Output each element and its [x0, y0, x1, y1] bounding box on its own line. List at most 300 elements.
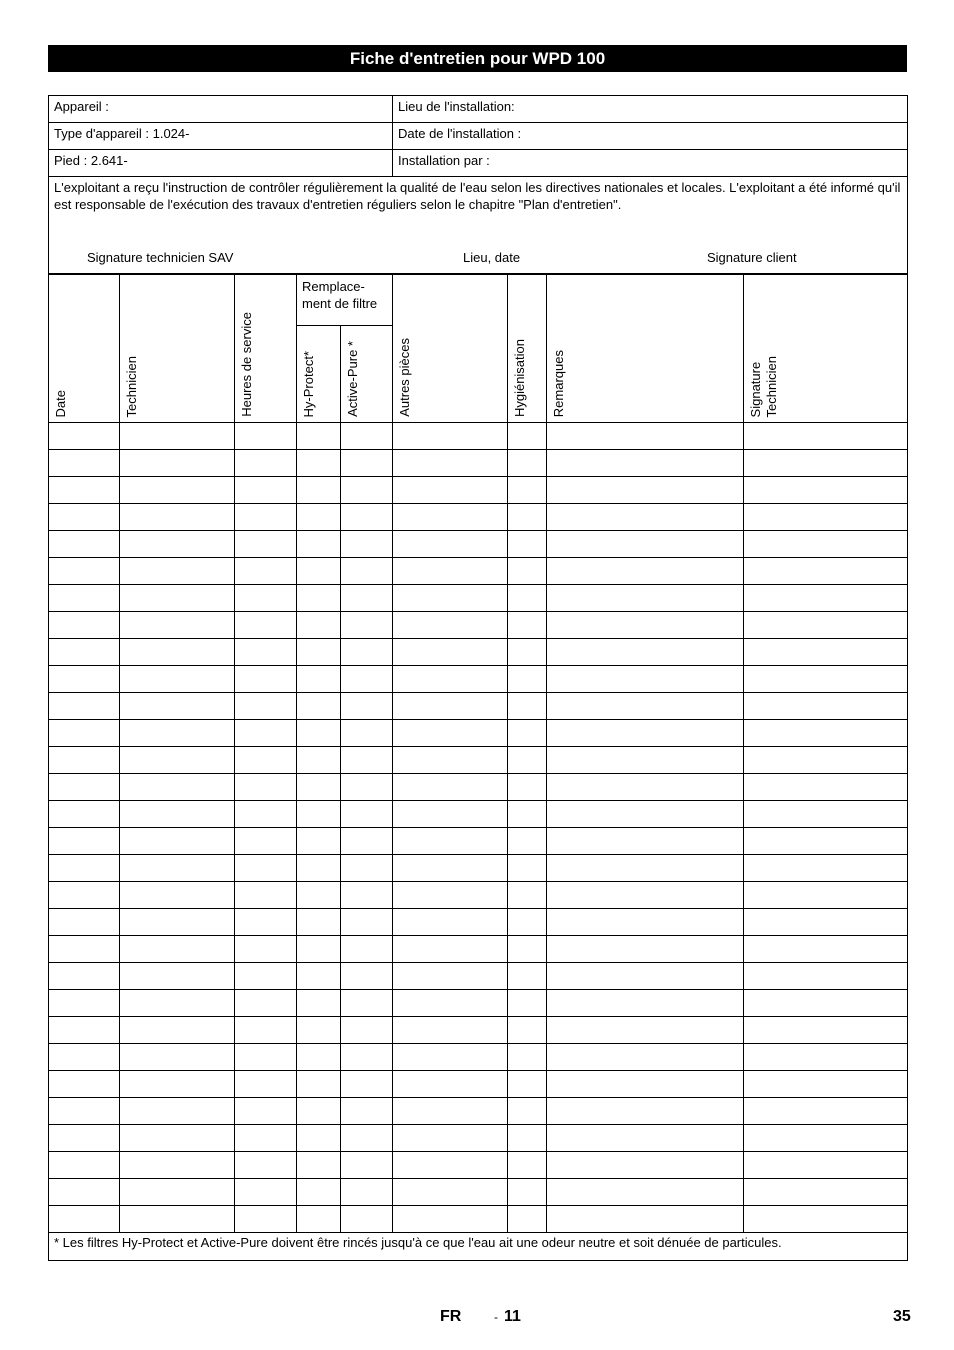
- log-cell[interactable]: [297, 423, 341, 450]
- log-cell[interactable]: [547, 585, 744, 612]
- log-row: [49, 1044, 908, 1071]
- log-cell[interactable]: [120, 747, 235, 774]
- log-cell[interactable]: [341, 1206, 393, 1233]
- log-cell[interactable]: [393, 477, 508, 504]
- log-cell[interactable]: [235, 882, 297, 909]
- log-cell[interactable]: [49, 477, 120, 504]
- log-cell[interactable]: [744, 882, 908, 909]
- log-cell[interactable]: [393, 639, 508, 666]
- log-cell[interactable]: [49, 504, 120, 531]
- log-cell[interactable]: [49, 1125, 120, 1152]
- log-cell[interactable]: [120, 693, 235, 720]
- log-cell[interactable]: [744, 1044, 908, 1071]
- maintenance-log-table: [48, 274, 908, 1261]
- log-cell[interactable]: [49, 1017, 120, 1044]
- log-cell[interactable]: [297, 612, 341, 639]
- log-cell[interactable]: [235, 1071, 297, 1098]
- log-cell[interactable]: [547, 423, 744, 450]
- log-cell[interactable]: [297, 666, 341, 693]
- log-row: [49, 612, 908, 639]
- log-row: [49, 963, 908, 990]
- log-cell[interactable]: [120, 801, 235, 828]
- log-cell[interactable]: [120, 666, 235, 693]
- log-cell[interactable]: [120, 990, 235, 1017]
- log-row: [49, 531, 908, 558]
- log-cell[interactable]: [744, 531, 908, 558]
- log-cell[interactable]: [393, 963, 508, 990]
- log-cell[interactable]: [744, 504, 908, 531]
- log-cell[interactable]: [547, 990, 744, 1017]
- log-cell[interactable]: [547, 639, 744, 666]
- log-cell[interactable]: [744, 1179, 908, 1206]
- log-cell[interactable]: [341, 504, 393, 531]
- log-cell[interactable]: [235, 1179, 297, 1206]
- log-cell[interactable]: [341, 693, 393, 720]
- log-cell[interactable]: [235, 828, 297, 855]
- log-cell[interactable]: [235, 1125, 297, 1152]
- log-cell[interactable]: [393, 720, 508, 747]
- log-cell[interactable]: [508, 1017, 547, 1044]
- log-cell[interactable]: [120, 1125, 235, 1152]
- log-cell[interactable]: [297, 558, 341, 585]
- log-cell[interactable]: [744, 1206, 908, 1233]
- log-cell[interactable]: [547, 450, 744, 477]
- log-cell[interactable]: [393, 558, 508, 585]
- log-cell[interactable]: [297, 720, 341, 747]
- log-cell[interactable]: [547, 1044, 744, 1071]
- log-row: [49, 477, 908, 504]
- log-cell[interactable]: [297, 639, 341, 666]
- log-cell[interactable]: [393, 450, 508, 477]
- log-cell[interactable]: [49, 963, 120, 990]
- log-cell[interactable]: [341, 990, 393, 1017]
- log-row: [49, 1206, 908, 1233]
- log-cell[interactable]: [297, 1125, 341, 1152]
- log-cell[interactable]: [341, 936, 393, 963]
- log-cell[interactable]: [508, 828, 547, 855]
- log-cell[interactable]: [393, 1125, 508, 1152]
- log-cell[interactable]: [49, 558, 120, 585]
- log-cell[interactable]: [508, 558, 547, 585]
- log-cell[interactable]: [235, 693, 297, 720]
- log-cell[interactable]: [547, 504, 744, 531]
- log-row: [49, 423, 908, 450]
- log-cell[interactable]: [547, 477, 744, 504]
- log-cell[interactable]: [744, 1017, 908, 1044]
- log-cell[interactable]: [547, 828, 744, 855]
- log-cell[interactable]: [393, 1044, 508, 1071]
- log-cell[interactable]: [49, 774, 120, 801]
- log-cell[interactable]: [341, 747, 393, 774]
- log-cell[interactable]: [341, 1125, 393, 1152]
- log-cell[interactable]: [393, 801, 508, 828]
- log-cell[interactable]: [49, 828, 120, 855]
- log-cell[interactable]: [508, 963, 547, 990]
- log-cell[interactable]: [297, 585, 341, 612]
- log-cell[interactable]: [744, 909, 908, 936]
- log-cell[interactable]: [235, 504, 297, 531]
- log-cell[interactable]: [235, 1206, 297, 1233]
- log-cell[interactable]: [744, 1125, 908, 1152]
- log-cell[interactable]: [49, 639, 120, 666]
- log-cell[interactable]: [393, 774, 508, 801]
- log-cell[interactable]: [49, 666, 120, 693]
- log-row: [49, 855, 908, 882]
- log-cell[interactable]: [393, 1206, 508, 1233]
- log-cell[interactable]: [297, 963, 341, 990]
- log-cell[interactable]: [120, 1071, 235, 1098]
- log-cell[interactable]: [235, 855, 297, 882]
- log-cell[interactable]: [297, 1179, 341, 1206]
- log-row: [49, 1017, 908, 1044]
- page-number: 35: [893, 1308, 911, 1325]
- log-cell[interactable]: [744, 450, 908, 477]
- log-cell[interactable]: [120, 639, 235, 666]
- log-cell[interactable]: [508, 882, 547, 909]
- log-cell[interactable]: [49, 585, 120, 612]
- log-cell[interactable]: [393, 531, 508, 558]
- log-cell[interactable]: [341, 1017, 393, 1044]
- log-cell[interactable]: [120, 774, 235, 801]
- log-cell[interactable]: [744, 801, 908, 828]
- log-cell[interactable]: [120, 1206, 235, 1233]
- log-cell[interactable]: [508, 774, 547, 801]
- log-cell[interactable]: [297, 801, 341, 828]
- log-cell[interactable]: [235, 936, 297, 963]
- log-row: [49, 693, 908, 720]
- log-cell[interactable]: [547, 693, 744, 720]
- log-row: [49, 720, 908, 747]
- log-cell[interactable]: [547, 612, 744, 639]
- log-cell[interactable]: [547, 558, 744, 585]
- log-cell[interactable]: [508, 531, 547, 558]
- log-cell[interactable]: [235, 1098, 297, 1125]
- log-cell[interactable]: [49, 882, 120, 909]
- log-cell[interactable]: [297, 531, 341, 558]
- log-cell[interactable]: [393, 747, 508, 774]
- log-cell[interactable]: [547, 1071, 744, 1098]
- log-row: [49, 747, 908, 774]
- log-cell[interactable]: [508, 936, 547, 963]
- log-cell[interactable]: [393, 585, 508, 612]
- log-cell[interactable]: [393, 1071, 508, 1098]
- log-cell[interactable]: [547, 531, 744, 558]
- log-cell[interactable]: [508, 1152, 547, 1179]
- log-cell[interactable]: [744, 990, 908, 1017]
- log-cell[interactable]: [547, 720, 744, 747]
- log-cell[interactable]: [120, 963, 235, 990]
- log-cell[interactable]: [393, 1017, 508, 1044]
- log-cell[interactable]: [341, 423, 393, 450]
- log-cell[interactable]: [744, 1152, 908, 1179]
- log-cell[interactable]: [393, 423, 508, 450]
- log-cell[interactable]: [341, 963, 393, 990]
- log-cell[interactable]: [49, 1152, 120, 1179]
- log-cell[interactable]: [341, 531, 393, 558]
- log-cell[interactable]: [341, 1098, 393, 1125]
- log-cell[interactable]: [547, 801, 744, 828]
- log-cell[interactable]: [508, 909, 547, 936]
- log-cell[interactable]: [120, 531, 235, 558]
- log-cell[interactable]: [49, 1071, 120, 1098]
- log-cell[interactable]: [297, 1044, 341, 1071]
- log-cell[interactable]: [235, 1017, 297, 1044]
- log-cell[interactable]: [744, 720, 908, 747]
- log-cell[interactable]: [120, 882, 235, 909]
- log-cell[interactable]: [393, 1098, 508, 1125]
- log-cell[interactable]: [341, 477, 393, 504]
- log-cell[interactable]: [49, 450, 120, 477]
- operator-statement-cell: [49, 177, 908, 274]
- log-cell[interactable]: [120, 909, 235, 936]
- log-cell[interactable]: [235, 423, 297, 450]
- log-row: [49, 1098, 908, 1125]
- log-cell[interactable]: [393, 936, 508, 963]
- log-cell[interactable]: [341, 720, 393, 747]
- log-cell[interactable]: [297, 990, 341, 1017]
- col-header-signature: Signature Technicien: [744, 275, 908, 423]
- log-cell[interactable]: [341, 801, 393, 828]
- log-cell[interactable]: [744, 828, 908, 855]
- log-cell[interactable]: [120, 1098, 235, 1125]
- log-cell[interactable]: [547, 1098, 744, 1125]
- log-cell[interactable]: [235, 639, 297, 666]
- log-cell[interactable]: [49, 855, 120, 882]
- log-cell[interactable]: [49, 1206, 120, 1233]
- log-cell[interactable]: [120, 1017, 235, 1044]
- log-cell[interactable]: [297, 1206, 341, 1233]
- log-cell[interactable]: [341, 1152, 393, 1179]
- log-cell[interactable]: [547, 1152, 744, 1179]
- log-cell[interactable]: [49, 612, 120, 639]
- log-cell[interactable]: [341, 1179, 393, 1206]
- log-cell[interactable]: [341, 639, 393, 666]
- log-cell[interactable]: [49, 1044, 120, 1071]
- log-cell[interactable]: [547, 1017, 744, 1044]
- log-cell[interactable]: [235, 450, 297, 477]
- log-cell[interactable]: [508, 639, 547, 666]
- log-cell[interactable]: [49, 936, 120, 963]
- log-cell[interactable]: [297, 855, 341, 882]
- log-cell[interactable]: [297, 450, 341, 477]
- log-cell[interactable]: [341, 585, 393, 612]
- log-cell[interactable]: [547, 1125, 744, 1152]
- log-cell[interactable]: [744, 423, 908, 450]
- log-cell[interactable]: [120, 1152, 235, 1179]
- log-cell[interactable]: [508, 801, 547, 828]
- log-cell[interactable]: [341, 558, 393, 585]
- log-cell[interactable]: [297, 936, 341, 963]
- log-cell[interactable]: [297, 1017, 341, 1044]
- log-cell[interactable]: [297, 828, 341, 855]
- log-cell[interactable]: [235, 963, 297, 990]
- log-cell[interactable]: [341, 828, 393, 855]
- log-cell[interactable]: [508, 477, 547, 504]
- log-cell[interactable]: [341, 1071, 393, 1098]
- log-cell[interactable]: [393, 828, 508, 855]
- log-cell[interactable]: [744, 963, 908, 990]
- log-cell[interactable]: [547, 1206, 744, 1233]
- log-cell[interactable]: [120, 1044, 235, 1071]
- log-cell[interactable]: [744, 477, 908, 504]
- log-cell[interactable]: [547, 855, 744, 882]
- log-cell[interactable]: [744, 585, 908, 612]
- log-cell[interactable]: [120, 612, 235, 639]
- log-cell[interactable]: [235, 612, 297, 639]
- log-cell[interactable]: [508, 450, 547, 477]
- log-cell[interactable]: [744, 774, 908, 801]
- log-cell[interactable]: [235, 720, 297, 747]
- log-cell[interactable]: [393, 612, 508, 639]
- col-header-remplacement: Remplace- ment de filtre: [297, 275, 393, 326]
- log-cell[interactable]: [49, 1179, 120, 1206]
- log-cell[interactable]: [120, 558, 235, 585]
- log-cell[interactable]: [49, 423, 120, 450]
- log-row: [49, 450, 908, 477]
- log-cell[interactable]: [547, 1179, 744, 1206]
- log-cell[interactable]: [508, 1071, 547, 1098]
- log-cell[interactable]: [547, 666, 744, 693]
- log-row: [49, 1071, 908, 1098]
- log-cell[interactable]: [744, 1098, 908, 1125]
- log-cell[interactable]: [120, 855, 235, 882]
- log-cell[interactable]: [508, 693, 547, 720]
- log-cell[interactable]: [297, 477, 341, 504]
- log-cell[interactable]: [235, 909, 297, 936]
- log-cell[interactable]: [547, 909, 744, 936]
- log-cell[interactable]: [744, 612, 908, 639]
- log-cell[interactable]: [508, 1125, 547, 1152]
- log-cell[interactable]: [120, 477, 235, 504]
- log-cell[interactable]: [393, 909, 508, 936]
- log-cell[interactable]: [508, 1206, 547, 1233]
- operator-statement-text: L'exploitant a reçu l'instruction de contrôler régulièrement la qualité de l'eau selon les directives nationales et locales. L'exploitant a été informé qu'il est responsable de l'exécution des travaux d'entretien réguliers selon le chapitre "Plan d'entretien".: [54, 180, 901, 212]
- log-cell[interactable]: [508, 720, 547, 747]
- log-cell[interactable]: [508, 585, 547, 612]
- log-row: [49, 1125, 908, 1152]
- log-cell[interactable]: [508, 666, 547, 693]
- log-cell[interactable]: [235, 774, 297, 801]
- log-cell[interactable]: [508, 1044, 547, 1071]
- log-cell[interactable]: [508, 990, 547, 1017]
- log-cell[interactable]: [341, 882, 393, 909]
- log-cell[interactable]: [297, 1098, 341, 1125]
- log-cell[interactable]: [235, 477, 297, 504]
- log-cell[interactable]: [744, 639, 908, 666]
- log-cell[interactable]: [341, 612, 393, 639]
- log-cell[interactable]: [49, 693, 120, 720]
- log-cell[interactable]: [297, 504, 341, 531]
- log-cell[interactable]: [393, 990, 508, 1017]
- log-cell[interactable]: [235, 531, 297, 558]
- log-row: [49, 639, 908, 666]
- log-cell[interactable]: [120, 720, 235, 747]
- log-cell[interactable]: [508, 1179, 547, 1206]
- log-cell[interactable]: [235, 990, 297, 1017]
- log-cell[interactable]: [508, 747, 547, 774]
- log-cell[interactable]: [235, 801, 297, 828]
- log-cell[interactable]: [235, 585, 297, 612]
- log-cell[interactable]: [297, 909, 341, 936]
- log-cell[interactable]: [120, 936, 235, 963]
- log-row: [49, 558, 908, 585]
- log-cell[interactable]: [547, 936, 744, 963]
- log-cell[interactable]: [297, 774, 341, 801]
- log-cell[interactable]: [393, 882, 508, 909]
- log-cell[interactable]: [393, 504, 508, 531]
- log-cell[interactable]: [297, 1071, 341, 1098]
- log-cell[interactable]: [393, 855, 508, 882]
- log-cell[interactable]: [341, 450, 393, 477]
- log-cell[interactable]: [235, 1044, 297, 1071]
- log-cell[interactable]: [341, 666, 393, 693]
- log-cell[interactable]: [508, 612, 547, 639]
- log-cell[interactable]: [235, 747, 297, 774]
- log-cell[interactable]: [508, 1098, 547, 1125]
- log-cell[interactable]: [547, 963, 744, 990]
- log-cell[interactable]: [547, 774, 744, 801]
- log-cell[interactable]: [744, 855, 908, 882]
- log-cell[interactable]: [120, 423, 235, 450]
- log-cell[interactable]: [120, 504, 235, 531]
- log-cell[interactable]: [547, 882, 744, 909]
- log-cell[interactable]: [235, 558, 297, 585]
- log-cell[interactable]: [49, 747, 120, 774]
- log-cell[interactable]: [744, 558, 908, 585]
- col-header-hygienisation: Hygiénisation: [508, 275, 547, 423]
- log-cell[interactable]: [744, 936, 908, 963]
- log-cell[interactable]: [49, 801, 120, 828]
- log-cell[interactable]: [297, 693, 341, 720]
- log-cell[interactable]: [341, 855, 393, 882]
- log-cell[interactable]: [49, 909, 120, 936]
- log-cell[interactable]: [341, 909, 393, 936]
- log-cell[interactable]: [744, 693, 908, 720]
- col-header-technicien: Technicien: [120, 275, 235, 423]
- log-cell[interactable]: [341, 1044, 393, 1071]
- log-cell[interactable]: [744, 666, 908, 693]
- log-cell[interactable]: [744, 1071, 908, 1098]
- log-cell[interactable]: [508, 423, 547, 450]
- log-cell[interactable]: [49, 531, 120, 558]
- log-cell[interactable]: [235, 1152, 297, 1179]
- log-cell[interactable]: [393, 693, 508, 720]
- log-cell[interactable]: [341, 774, 393, 801]
- log-cell[interactable]: [297, 1152, 341, 1179]
- log-cell[interactable]: [297, 882, 341, 909]
- log-cell[interactable]: [393, 1152, 508, 1179]
- log-cell[interactable]: [49, 720, 120, 747]
- log-cell[interactable]: [235, 666, 297, 693]
- log-rows: [49, 423, 908, 1233]
- lieu-installation-field: Lieu de l'installation:: [393, 96, 908, 123]
- log-cell[interactable]: [120, 450, 235, 477]
- log-cell[interactable]: [120, 585, 235, 612]
- log-cell[interactable]: [49, 990, 120, 1017]
- log-cell[interactable]: [120, 1179, 235, 1206]
- log-cell[interactable]: [508, 855, 547, 882]
- signature-client-label: Signature client: [707, 250, 797, 265]
- log-cell[interactable]: [508, 504, 547, 531]
- log-cell[interactable]: [120, 828, 235, 855]
- log-cell[interactable]: [744, 747, 908, 774]
- col-header-hy-protect: Hy-Protect*: [297, 326, 341, 423]
- log-cell[interactable]: [547, 747, 744, 774]
- log-cell[interactable]: [297, 747, 341, 774]
- log-cell[interactable]: [393, 1179, 508, 1206]
- log-cell[interactable]: [49, 1098, 120, 1125]
- log-cell[interactable]: [393, 666, 508, 693]
